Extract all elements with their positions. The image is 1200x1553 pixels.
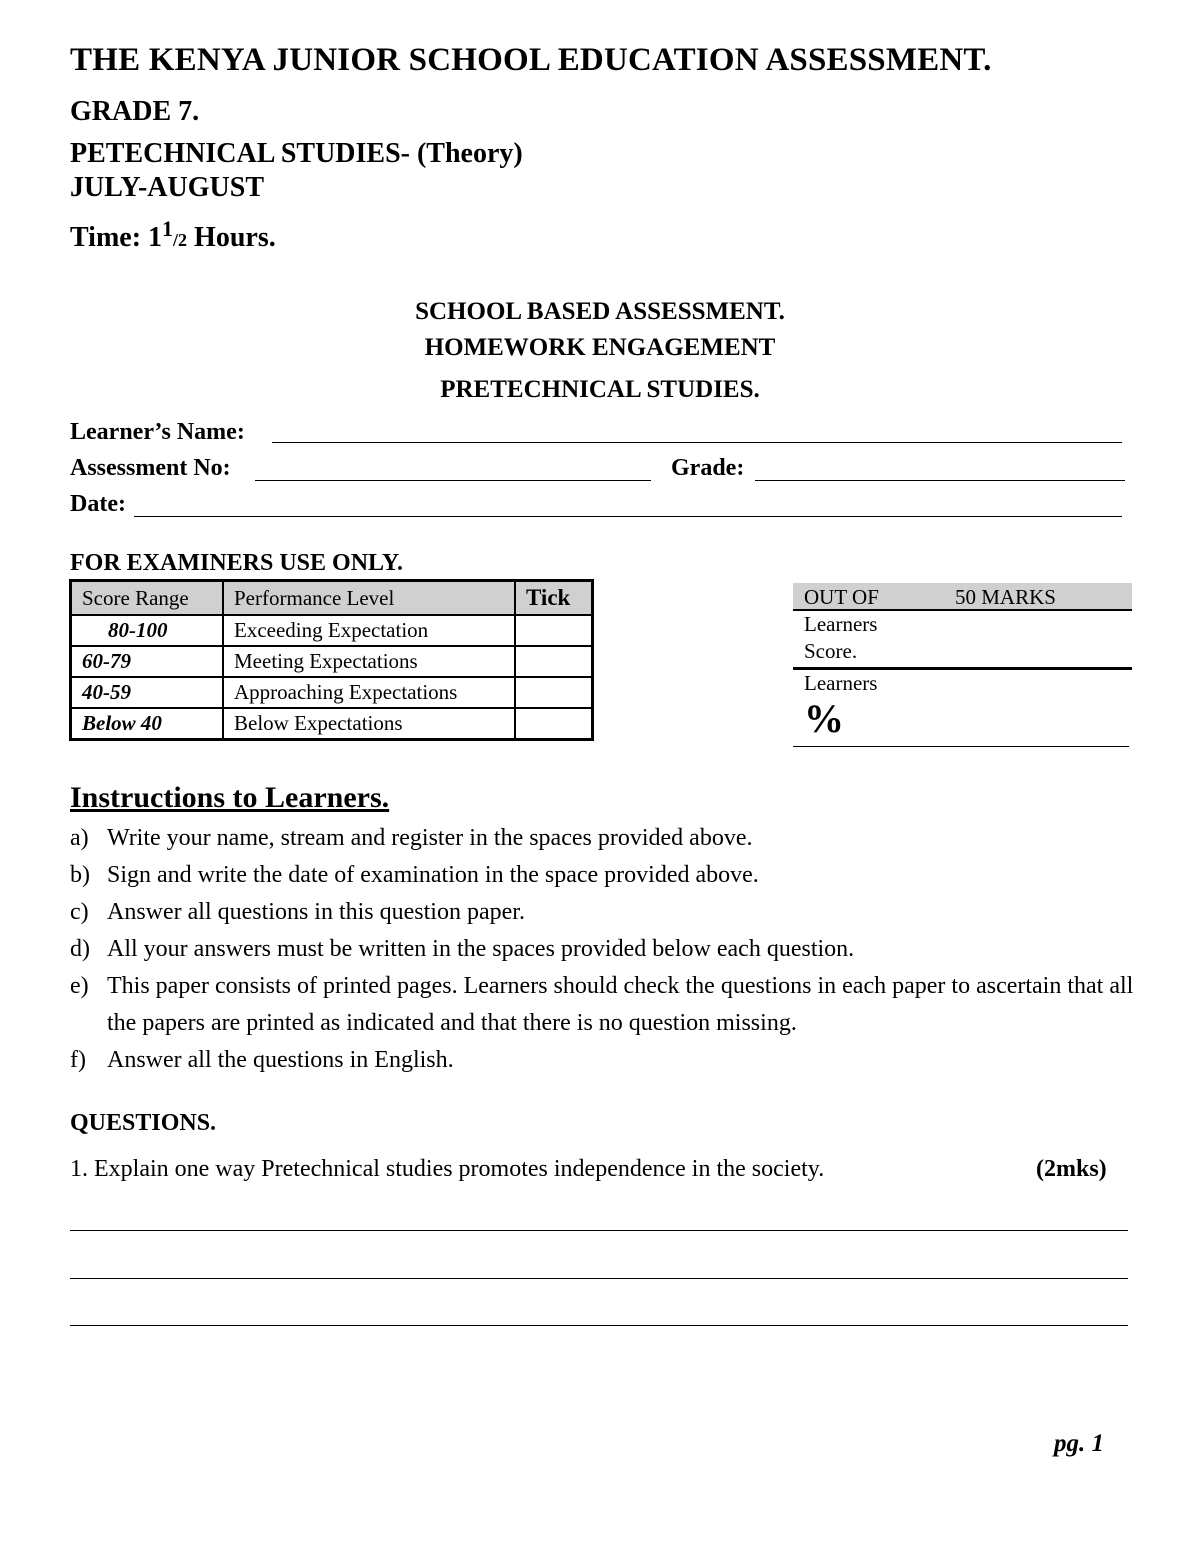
instructions-list [70, 820, 1140, 1079]
subject-subheading: PRETECHNICAL STUDIES. [440, 376, 760, 403]
learner-percent-area[interactable] [793, 670, 1132, 741]
assessment-no-field[interactable] [255, 480, 651, 481]
item-letter: c) [70, 899, 89, 925]
question-1-marks: (2mks) [1036, 1156, 1107, 1182]
table-row [71, 677, 593, 708]
score-range-cell: 60-79 [71, 646, 224, 677]
percent-label: Learners [804, 671, 878, 695]
document-title: THE KENYA JUNIOR SCHOOL EDUCATION ASSESSMENT. [70, 42, 992, 78]
score-range-cell: 40-59 [71, 677, 224, 708]
total-marks: 50 MARKS [955, 585, 1056, 609]
questions-heading: QUESTIONS. [70, 1110, 217, 1136]
item-letter: d) [70, 936, 90, 962]
score-range-cell: Below 40 [71, 708, 224, 740]
date-field[interactable] [134, 516, 1122, 517]
tick-cell[interactable] [515, 677, 593, 708]
instructions-title: Instructions to Learners. [70, 781, 390, 814]
header-score-range: Score Range [71, 581, 224, 616]
header-performance-level: Performance Level [223, 581, 515, 616]
performance-level-cell: Approaching Expectations [223, 677, 515, 708]
marks-header [793, 583, 1132, 611]
item-text: Answer all questions in this question paper. [107, 899, 525, 925]
item-text: Sign and write the date of examination in the space provided above. [107, 862, 759, 888]
tick-cell[interactable] [515, 708, 593, 740]
learner-name-label: Learner’s Name: [70, 419, 245, 445]
list-item [70, 968, 1140, 1042]
performance-level-cell: Exceeding Expectation [223, 615, 515, 646]
time-fraction-numerator: 1 [162, 216, 174, 241]
performance-level-cell: Below Expectations [223, 708, 515, 740]
item-text: Answer all the questions in English. [107, 1047, 454, 1073]
performance-table [69, 579, 594, 741]
tick-cell[interactable] [515, 615, 593, 646]
score-range-cell: 80-100 [71, 615, 224, 646]
table-row [71, 646, 593, 677]
performance-level-cell: Meeting Expectations [223, 646, 515, 677]
time-unit: Hours. [187, 222, 276, 253]
table-row [71, 708, 593, 740]
list-item [70, 931, 1140, 968]
item-letter: e) [70, 973, 89, 999]
grade-field[interactable] [755, 480, 1125, 481]
assessment-no-label: Assessment No: [70, 455, 231, 481]
time-allowed: Time: $1^1/2$ Hours. [70, 216, 276, 253]
grade-label: Grade: [671, 455, 745, 481]
answer-line[interactable] [70, 1278, 1128, 1279]
out-of-label: OUT OF [804, 585, 879, 609]
tick-cell[interactable] [515, 646, 593, 677]
grade-heading: GRADE 7. [70, 96, 200, 127]
item-text: Write your name, stream and register in the spaces provided above. [107, 825, 753, 851]
table-row [71, 615, 593, 646]
list-item [70, 820, 1140, 857]
question-1-text: 1. Explain one way Pretechnical studies promotes independence in the society. [70, 1156, 825, 1182]
item-text: This paper consists of printed pages. Learners should check the questions in each paper to ascertain that all the papers are printed as indicated and that there is no question missing. [107, 973, 1134, 1036]
marks-bottom-rule [793, 746, 1129, 747]
subject-heading: PETECHNICAL STUDIES- (Theory) [70, 138, 523, 169]
table-header-row [71, 581, 593, 616]
list-item [70, 857, 1140, 894]
list-item [70, 894, 1140, 931]
learner-score-area[interactable] [793, 611, 1132, 670]
header-tick: Tick [515, 581, 593, 616]
marks-box [793, 583, 1132, 747]
learner-name-field[interactable] [272, 442, 1122, 443]
answer-line[interactable] [70, 1325, 1128, 1326]
percent-symbol: % [804, 696, 844, 741]
item-letter: f) [70, 1047, 86, 1073]
time-fraction-denominator: /2 [173, 230, 188, 250]
item-text: All your answers must be written in the spaces provided below each question. [107, 936, 855, 962]
examiners-use-heading: FOR EXAMINERS USE ONLY. [70, 550, 403, 576]
item-letter: a) [70, 825, 89, 851]
assessment-type-heading: SCHOOL BASED ASSESSMENT. [415, 298, 785, 325]
period-heading: JULY-AUGUST [70, 172, 264, 203]
item-letter: b) [70, 862, 90, 888]
page-number: pg. 1 [1054, 1430, 1104, 1457]
score-label-line1: Learners [804, 612, 878, 636]
score-label-line2: Score. [804, 639, 858, 663]
date-label: Date: [70, 491, 126, 517]
list-item [70, 1042, 1140, 1079]
engagement-heading: HOMEWORK ENGAGEMENT [424, 334, 776, 361]
answer-line[interactable] [70, 1230, 1128, 1231]
